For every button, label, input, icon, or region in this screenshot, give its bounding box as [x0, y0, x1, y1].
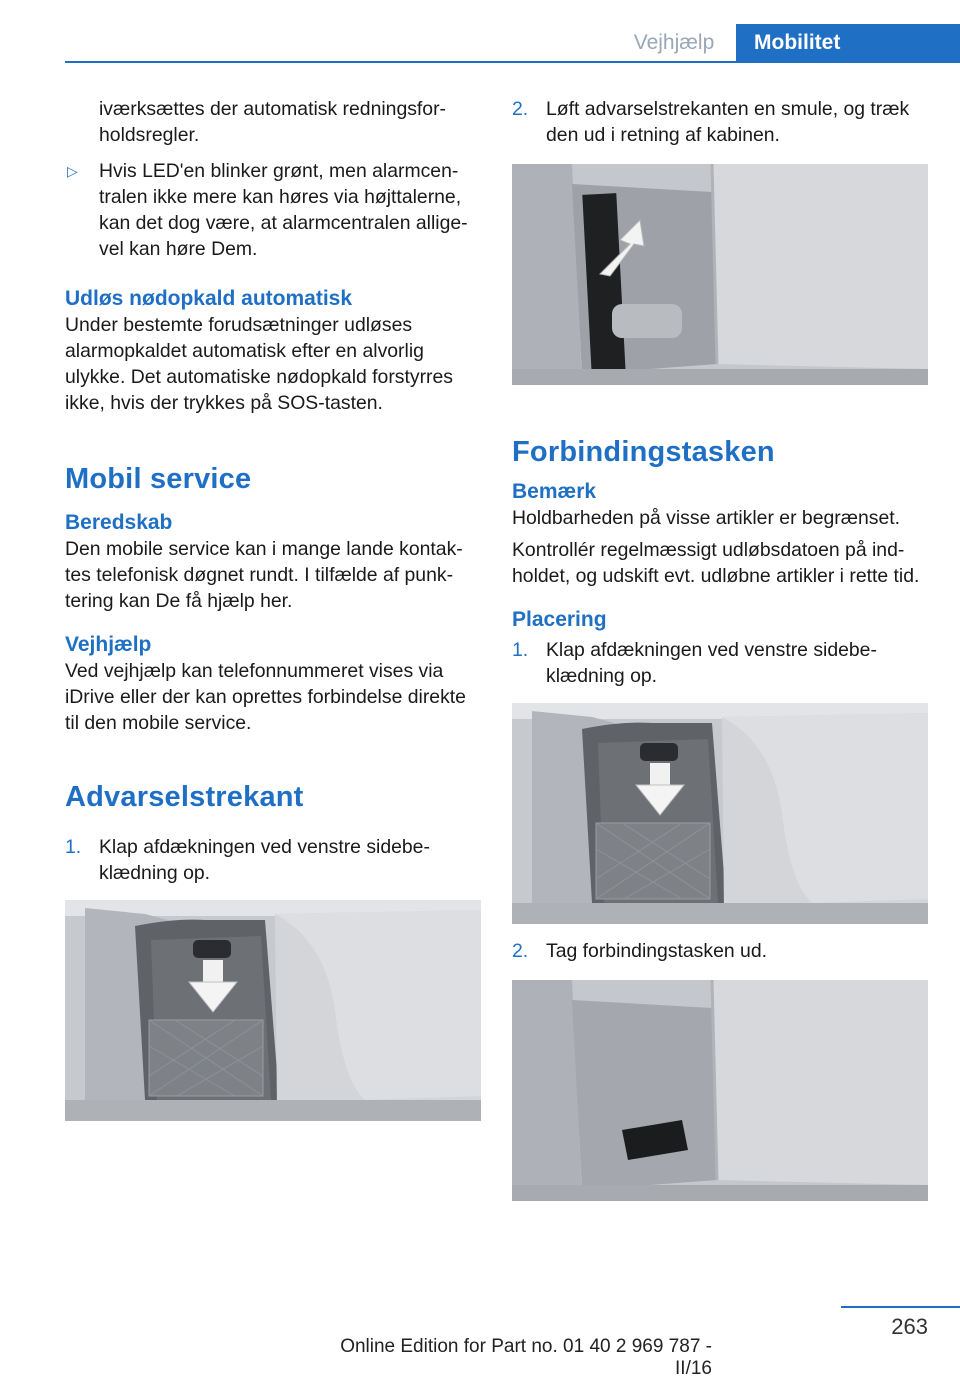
readiness-text: Den mobile service kan i mange lande kontak‐tes telefonisk døgnet rundt. I tilfælde af punk‐tering kan De få hjælp her.: [65, 538, 463, 612]
photo-open-side-cover-2: [512, 703, 928, 924]
step-text: Klap afdækningen ved venstre sidebe‐klædning op.: [99, 836, 430, 884]
roadside-heading: Vejhjælp: [65, 633, 152, 656]
right-column: [512, 96, 928, 1201]
header-rule: [65, 61, 960, 63]
step-number: 1.: [65, 836, 82, 858]
header-chapter-tab: Mobilitet: [736, 24, 960, 63]
note-text-1: Holdbarheden på visse artikler er begrænset.: [512, 507, 901, 529]
mobile-service-heading: Mobil service: [65, 463, 252, 495]
remove-kit-photo: [512, 980, 928, 1201]
step-number: 2.: [512, 98, 529, 120]
step-number: 2.: [512, 940, 529, 962]
triangle-step-2: [512, 96, 928, 148]
step-text: Løft advarselstrekanten en smule, og træk den ud i retning af kabinen.: [546, 98, 910, 146]
led-bullet-text: Hvis LED'en blinker grønt, men alarmcen‐tralen ikke mere kan høres via højttalerne, kan det dog være, at alarmcentralen allige‐vel kan høre Dem.: [99, 160, 468, 260]
remove-triangle-photo: [512, 164, 928, 385]
auto-call-heading: Udløs nødopkald automatisk: [65, 287, 353, 310]
first-aid-step-2: [512, 938, 928, 964]
step-text: Klap afdækningen ved venstre sidebe‐klædning op.: [546, 639, 877, 687]
placement-heading: Placering: [512, 608, 607, 631]
left-column: [65, 96, 480, 1121]
step-text: Tag forbindingstasken ud.: [546, 940, 767, 962]
photo-remove-triangle: [512, 164, 928, 385]
continued-text: iværksættes der automatisk redningsfor‐holdsregler.: [99, 98, 447, 146]
note-text-2: Kontrollér regelmæssigt udløbsdatoen på ind‐holdet, og udskift evt. udløbne artikler i rette tid.: [512, 539, 920, 587]
edition-note: Online Edition for Part no. 01 40 2 969 787 - II/16: [340, 1336, 712, 1379]
first-aid-heading: Forbindingstasken: [512, 436, 775, 468]
page-number: 263: [891, 1314, 928, 1339]
photo-remove-first-aid-kit: [512, 980, 928, 1201]
readiness-heading: Beredskab: [65, 511, 173, 534]
first-aid-step-1: [512, 637, 928, 689]
footer-rule: [841, 1306, 960, 1308]
auto-call-text: Under bestemte forudsætninger udløses alarmopkaldet automatisk efter en alvorlig ulykke. Det automatiske nødopkald forstyrres ikke, hvis der trykkes på SOS-tasten.: [65, 314, 453, 414]
triangle-heading: Advarselstrekant: [65, 781, 304, 813]
photo-open-side-cover: [65, 900, 481, 1121]
list-item-continued: [65, 96, 480, 148]
triangle-bullet-icon: ▷: [67, 163, 78, 179]
bullet-item-led: [65, 158, 480, 262]
header-section-label: Vejhjælp: [633, 31, 715, 54]
note-heading: Bemærk: [512, 480, 597, 503]
step-number: 1.: [512, 639, 529, 661]
side-cover-photo-2: [512, 703, 928, 924]
triangle-step-1: [65, 834, 480, 886]
side-cover-photo: [65, 900, 481, 1121]
roadside-text: Ved vejhjælp kan telefonnummeret vises via iDrive eller der kan oprettes forbindelse direkte til den mobile service.: [65, 660, 466, 734]
